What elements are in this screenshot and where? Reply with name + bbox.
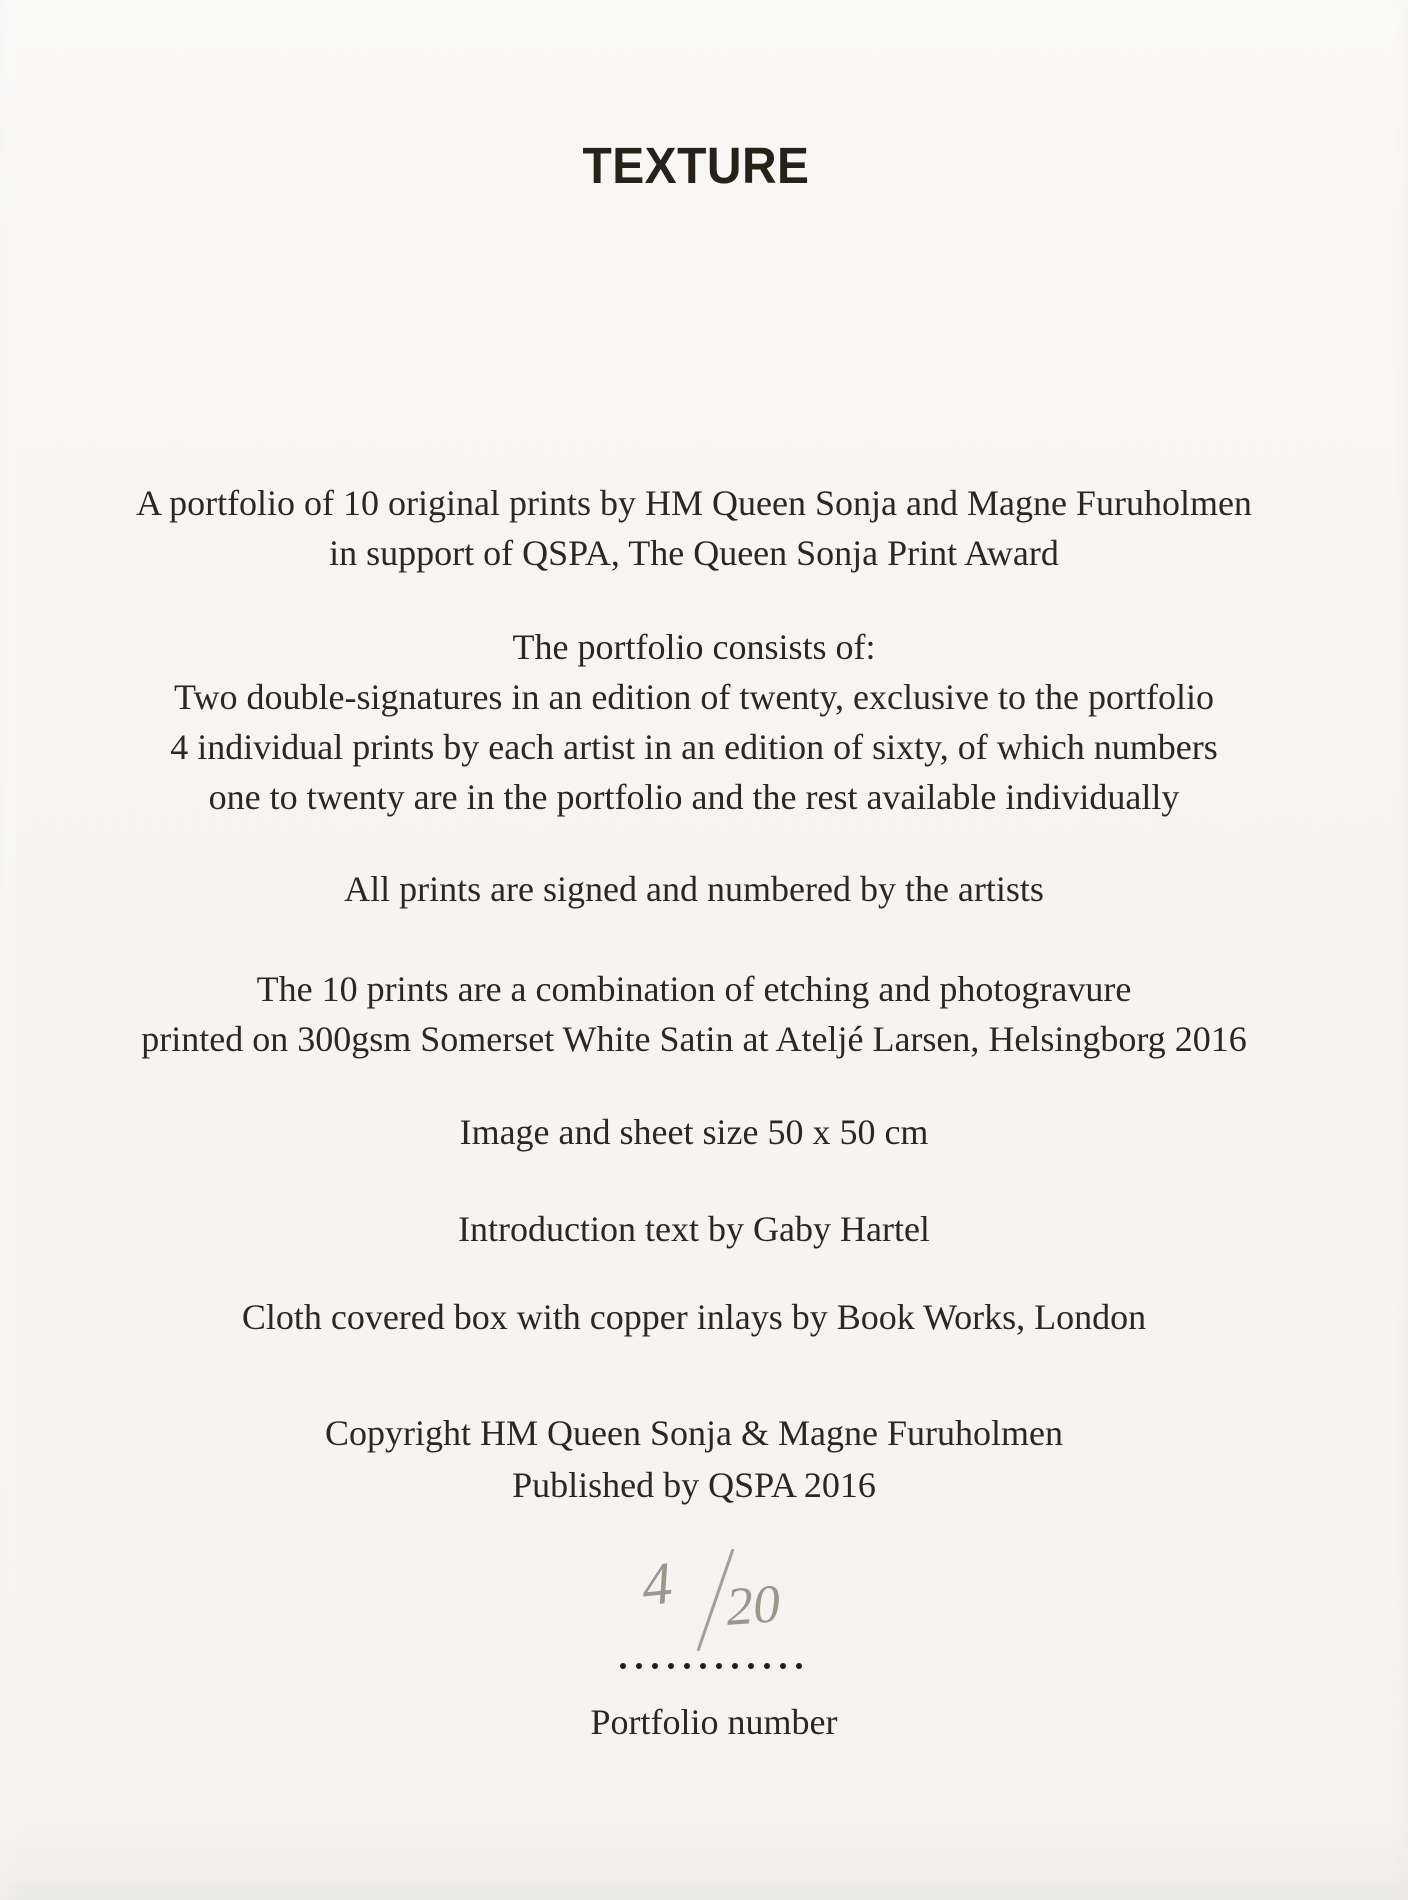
edition-number-handwritten — [636, 1540, 806, 1670]
text-line: A portfolio of 10 original prints by HM Queen Sonja and Magne Furuholmen — [136, 483, 1252, 523]
paragraph-copyright — [0, 1407, 1398, 1511]
leader-dot — [668, 1663, 674, 1669]
leader-dot — [700, 1663, 706, 1669]
paragraph-signed — [0, 864, 1398, 914]
text-line: Copyright HM Queen Sonja & Magne Furuholmen — [325, 1413, 1063, 1453]
paragraph-size — [0, 1107, 1398, 1157]
text-line: one to twenty are in the portfolio and the rest available individually — [208, 777, 1180, 817]
text-line: Cloth covered box with copper inlays by Book Works, London — [241, 1297, 1147, 1337]
text-line: Image and sheet size 50 x 50 cm — [459, 1112, 929, 1152]
leader-dot — [684, 1663, 690, 1669]
leader-dot — [620, 1663, 626, 1669]
edition-denominator: 20 — [723, 1573, 783, 1637]
paragraph-contents — [0, 622, 1398, 822]
text-line: Two double-signatures in an edition of twenty, exclusive to the portfolio — [174, 677, 1214, 717]
dotted-leader-line — [620, 1662, 802, 1670]
text-line: 4 individual prints by each artist in an edition of sixty, of which numbers — [170, 727, 1218, 767]
text-line: in support of QSPA, The Queen Sonja Print Award — [329, 533, 1059, 573]
leader-dot — [764, 1663, 770, 1669]
leader-dot — [652, 1663, 658, 1669]
leader-dot — [780, 1663, 786, 1669]
text-line: Published by QSPA 2016 — [512, 1465, 876, 1505]
leader-dot — [748, 1663, 754, 1669]
leader-dot — [636, 1663, 642, 1669]
paragraph-box — [0, 1292, 1398, 1342]
paragraph-intro — [0, 478, 1398, 578]
paragraph-technique — [0, 964, 1398, 1064]
text-line: Introduction text by Gaby Hartel — [458, 1209, 930, 1249]
text-line: The 10 prints are a combination of etching and photogravure — [256, 969, 1132, 1009]
portfolio-number-label: Portfolio number — [590, 1702, 838, 1742]
leader-dot — [732, 1663, 738, 1669]
text-line: printed on 300gsm Somerset White Satin at Ateljé Larsen, Helsingborg 2016 — [141, 1019, 1247, 1059]
edition-numerator: 4 — [638, 1549, 676, 1619]
leader-dot — [716, 1663, 722, 1669]
paragraph-introduction — [0, 1204, 1398, 1254]
text-line: All prints are signed and numbered by the artists — [344, 869, 1044, 909]
page-title: TEXTURE — [582, 137, 810, 195]
text-line: The portfolio consists of: — [512, 627, 876, 667]
leader-dot — [796, 1663, 802, 1669]
